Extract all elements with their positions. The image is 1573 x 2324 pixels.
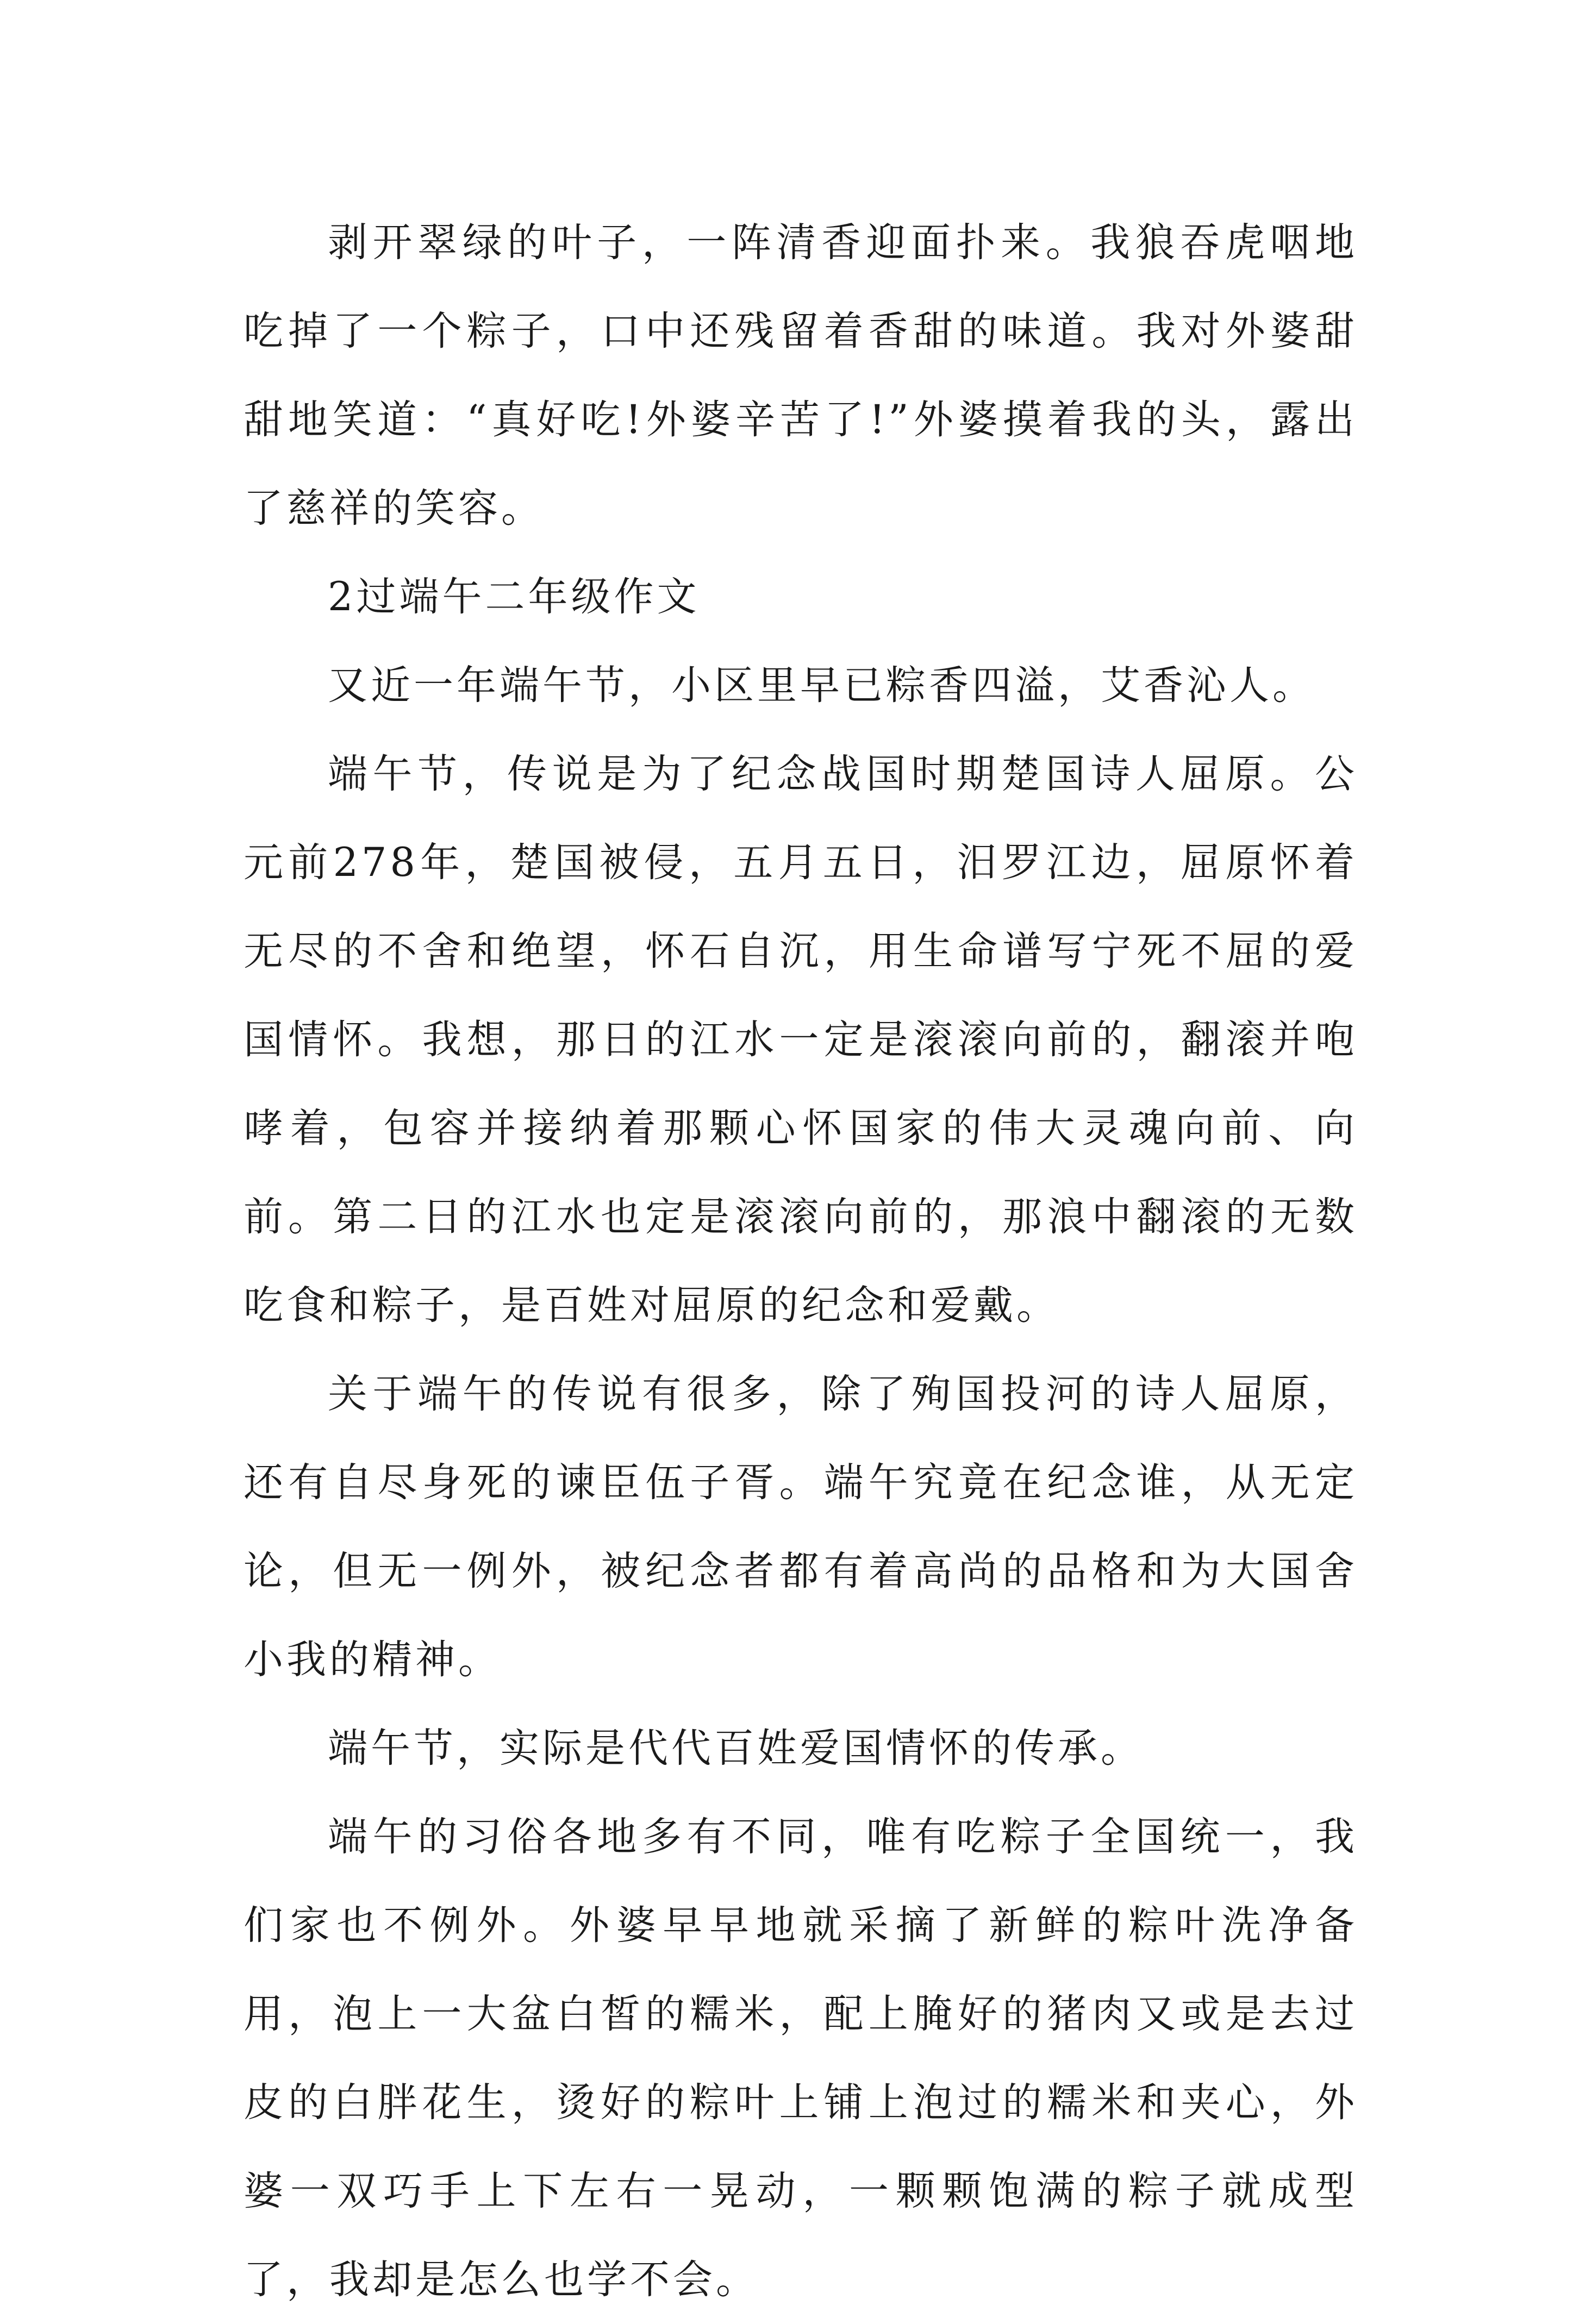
paragraph-intro: 又近一年端午节，小区里早已粽香四溢，艾香沁人。 [328,662,1315,709]
paragraph-qu-yuan: 端午节，传说是为了纪念战国时期楚国诗人屈原。公元前278年，楚国被侵，五月五日，汨罗江边，屈原怀着无尽的不舍和绝望，怀石自沉，用生命谱写宁死不屈的爱国情怀。我想，那日的江水一定是滚滚向前的，翻滚并咆哮着，包容并接纳着那颗心怀国家的伟大灵魂向前、向前。第二日的江水也定是滚滚向前的，那浪中翻滚的无数吃食和粽子，是百姓对屈原的纪念和爱戴。 [244,751,1358,1329]
paragraph-heritage: 端午节，实际是代代百姓爱国情怀的传承。 [328,1725,1144,1771]
paragraph-eating-zongzi: 剥开翠绿的叶子，一阵清香迎面扑来。我狼吞虎咽地吃掉了一个粽子，口中还残留着香甜的味道。我对外婆甜甜地笑道：“真好吃!外婆辛苦了!”外婆摸着我的头，露出了慈祥的笑容。 [244,220,1358,531]
paragraph-legends: 关于端午的传说有很多，除了殉国投河的诗人屈原，还有自尽身死的谏臣伍子胥。端午究竟在纪念谁，从无定论，但无一例外，被纪念者都有着高尚的品格和为大国舍小我的精神。 [244,1371,1358,1683]
document-body [244,198,1358,2324]
essay-title: 2过端午二年级作文 [328,574,700,620]
paragraph-customs: 端午的习俗各地多有不同，唯有吃粽子全国统一，我们家也不例外。外婆早早地就采摘了新鲜的粽叶洗净备用，泡上一大盆白皙的糯米，配上腌好的猪肉又或是去过皮的白胖花生，烫好的粽叶上铺上泡过的糯米和夹心，外婆一双巧手上下左右一晃动，一颗颗饱满的粽子就成型了，我却是怎么也学不会。 [244,1814,1358,2303]
